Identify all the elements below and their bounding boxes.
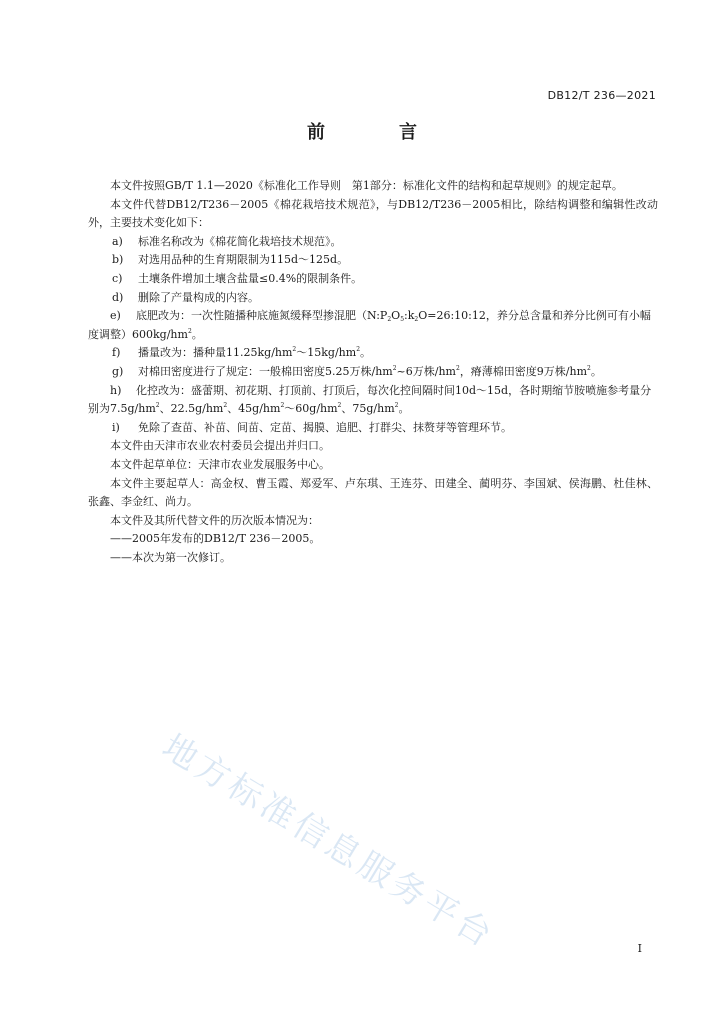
- text-run: ~6万株/hm: [396, 364, 456, 378]
- change-item-d: [88, 289, 658, 308]
- list-marker: g): [112, 364, 124, 378]
- text-run: O: [391, 309, 401, 323]
- superscript: 2: [223, 402, 228, 410]
- list-text: [88, 384, 651, 416]
- list-marker: b): [112, 253, 124, 267]
- superscript: 2: [587, 364, 591, 372]
- text-run: 播量改为：播种量11.25kg/hm: [138, 346, 293, 360]
- change-item-c: [88, 270, 658, 289]
- text-run: ，瘠薄棉田密度9万株/hm: [459, 364, 588, 378]
- subscript: 2: [414, 316, 419, 324]
- list-text: 删除了产量构成的内容。: [138, 290, 259, 304]
- list-marker: d): [112, 290, 124, 304]
- superscript: 2: [337, 402, 342, 410]
- text-run: 、22.5g/hm: [159, 402, 224, 416]
- subscript: 2: [387, 316, 392, 324]
- superscript: 2: [155, 402, 160, 410]
- change-item-i: [88, 419, 658, 438]
- superscript: 2: [394, 402, 399, 410]
- change-item-b: [88, 251, 658, 270]
- text-run: 对棉田密度进行了规定：一般棉田密度5.25万株/hm: [138, 364, 393, 378]
- list-text: [138, 344, 658, 363]
- change-item-g: [88, 363, 658, 382]
- change-item-a: [88, 233, 658, 252]
- list-marker: i): [112, 420, 120, 434]
- version-history-item: ——本次为第一次修订。: [110, 550, 231, 564]
- list-text: 免除了查苗、补苗、间苗、定苗、揭膜、追肥、打群尖、抹赘芽等管理环节。: [138, 420, 512, 434]
- closing-paragraph: 本文件主要起草人：高金权、曹玉霞、郑爱军、卢东琪、王连芬、田建全、蔺明芬、李国斌、侯海鹏、杜佳林、张鑫、李金红、尚力。: [88, 476, 658, 509]
- text-run: 、75g/hm: [341, 402, 395, 416]
- closing-paragraph: 本文件起草单位：天津市农业发展服务中心。: [110, 457, 330, 471]
- text-run: :k: [404, 309, 415, 323]
- list-marker: f): [112, 346, 121, 360]
- list-marker: h): [110, 383, 122, 397]
- text-run: 。: [360, 346, 372, 360]
- text-run: 。: [590, 364, 602, 378]
- superscript: 2: [187, 327, 192, 335]
- superscript: 2: [292, 346, 297, 354]
- list-marker: a): [112, 234, 123, 248]
- document-code: DB12/T 236—2021: [547, 89, 656, 102]
- list-marker: e): [110, 309, 121, 323]
- text-run: ～15kg/hm: [296, 346, 357, 360]
- list-text: 标准名称改为《棉花简化栽培技术规范》。: [138, 234, 342, 248]
- intro-paragraph: 本文件按照GB/T 1.1—2020《标准化工作导则 第1部分：标准化文件的结构和起草规则》的规定起草。: [110, 179, 623, 192]
- page-title: 前 言: [307, 122, 445, 143]
- watermark: 地方标准信息服务平台: [155, 726, 502, 957]
- subscript: 5: [400, 316, 405, 324]
- change-item-h: [88, 382, 658, 419]
- intro-paragraph: 本文件代替DB12/T236－2005《棉花栽培技术规范》，与DB12/T236－2005相比，除结构调整和编辑性改动外，主要技术变化如下：: [88, 197, 658, 230]
- version-history-item: ——2005年发布的DB12/T 236－2005。: [110, 532, 321, 546]
- list-marker: c): [112, 271, 123, 285]
- change-item-e: [88, 307, 658, 344]
- text-run: 、45g/hm: [227, 402, 281, 416]
- list-text: 土壤条件增加土壤含盐量≤0.4%的限制条件。: [138, 271, 363, 285]
- change-item-f: [88, 344, 658, 363]
- list-text: 对选用品种的生育期限制为115d～125d。: [138, 253, 349, 267]
- text-run: O=26:10:12，养分总含量和养分比例可有小幅度调整）600kg/hm: [88, 309, 651, 341]
- text-run: 。: [398, 402, 410, 416]
- page-number: I: [637, 942, 642, 955]
- closing-paragraph: 本文件及其所代替文件的历次版本情况为：: [110, 513, 319, 527]
- text-run: 化控改为：盛蕾期、初花期、打顶前、打顶后，每次化控间隔时间10d～15d，各时期缩节胺喷施参考量分别为7.5g/hm: [88, 383, 652, 416]
- text-run: 底肥改为：一次性随播种底施氮缓释型掺混肥（N:P: [136, 309, 388, 323]
- text-run: 。: [191, 327, 203, 341]
- list-text: [138, 363, 658, 382]
- foreword-body: [88, 177, 658, 567]
- superscript: 2: [280, 402, 285, 410]
- closing-paragraph: 本文件由天津市农业农村委员会提出并归口。: [110, 439, 330, 453]
- list-text: [88, 309, 651, 341]
- superscript: 2: [392, 364, 397, 372]
- text-run: ～60g/hm: [284, 402, 338, 416]
- superscript: 2: [356, 346, 361, 354]
- superscript: 2: [455, 364, 460, 372]
